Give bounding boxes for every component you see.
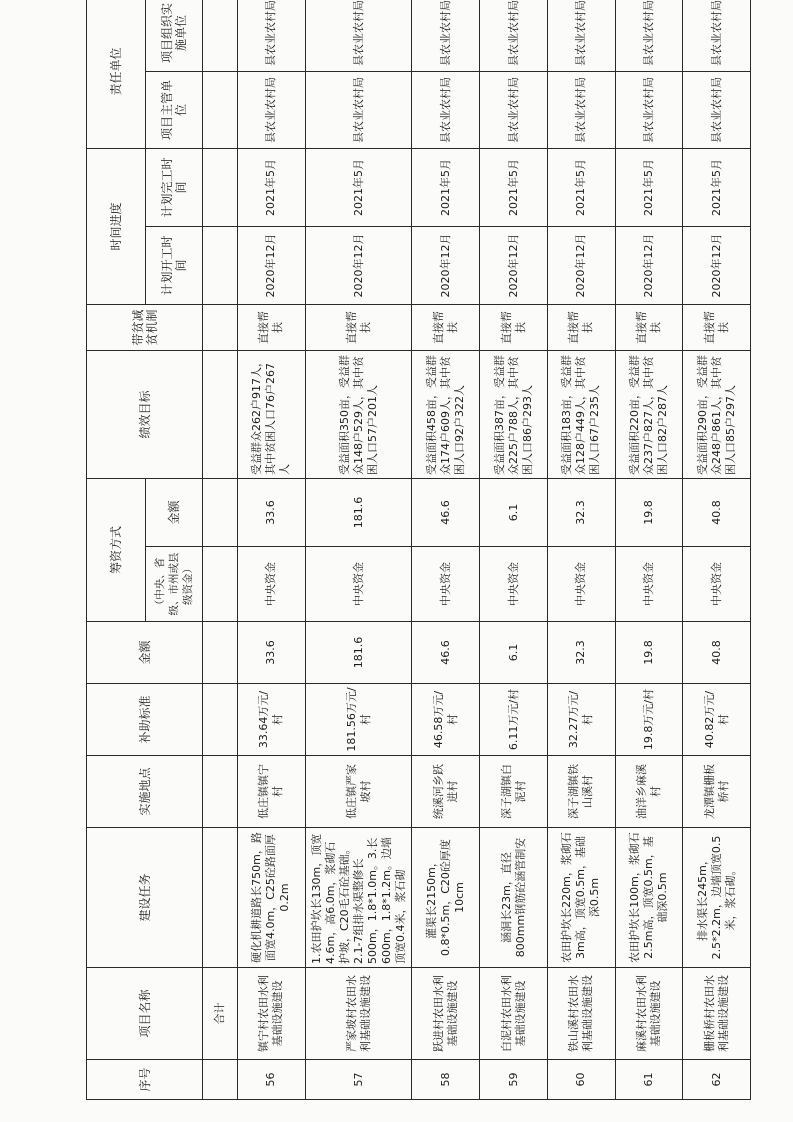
cell-competent: 县农业农村局	[412, 71, 480, 148]
cell-funding-source: 中央资金	[480, 547, 548, 622]
cell-performance: 受益群众262户917人，其中贫困人口76户267人	[237, 350, 305, 478]
cell-implementing: 县农业农村局	[412, 0, 480, 71]
cell-poverty-mechanism: 直接帮扶	[683, 304, 751, 350]
cell-end: 2021年5月	[547, 148, 615, 226]
cell-competent: 县农业农村局	[683, 71, 751, 148]
header-funding-source: （中央、省级、市州或县级资金）	[146, 547, 203, 622]
cell-amount: 46.6	[412, 622, 480, 684]
cell-start: 2020年12月	[412, 226, 480, 304]
cell-end: 2021年5月	[412, 148, 480, 226]
cell-project-name: 白泥村农田水利基础设施建设	[480, 968, 548, 1060]
cell-task: 农田护坎长220m，浆砌石3m高，顶宽0.5m，基础深0.5m	[547, 828, 615, 968]
cell-funding-amount: 19.8	[615, 478, 683, 546]
cell-performance: 受益面积458亩，受益群众174户609人，其中贫困人口92户322人	[412, 350, 480, 478]
cell-funding-source: 中央资金	[547, 547, 615, 622]
cell-poverty-mechanism: 直接帮扶	[480, 304, 548, 350]
cell-project-name: 镇宁村农田水利基础设施建设	[237, 968, 305, 1060]
cell-performance: 受益面积350亩，受益群众148户529人，其中贫困人口57户201人	[305, 350, 412, 478]
cell-seq: 60	[547, 1060, 615, 1100]
cell-seq: 59	[480, 1060, 548, 1100]
table-row	[683, 0, 751, 1100]
table-row	[547, 0, 615, 1100]
cell-poverty-mechanism: 直接帮扶	[547, 304, 615, 350]
cell-competent: 县农业农村局	[305, 71, 412, 148]
cell-project-name: 铁山溪村农田水利基础设施建设	[547, 968, 615, 1060]
cell-project-name: 栅板桥村农田水利基础设施建设	[683, 968, 751, 1060]
header-task: 建设任务	[87, 828, 203, 968]
table-row	[237, 0, 305, 1100]
cell-location: 深子湖镇铁山溪村	[547, 756, 615, 828]
cell-seq: 56	[237, 1060, 305, 1100]
total-row	[203, 0, 238, 1100]
header-subsidy: 补助标准	[87, 684, 203, 756]
cell-amount: 6.1	[480, 622, 548, 684]
cell-task: 农田护坎长100m，浆砌石2.5m高，顶宽0.5m，基础深0.5m	[615, 828, 683, 968]
cell-implementing: 县农业农村局	[305, 0, 412, 71]
cell-implementing: 县农业农村局	[237, 0, 305, 71]
cell-end: 2021年5月	[615, 148, 683, 226]
cell-funding-amount: 6.1	[480, 478, 548, 546]
cell-task: 灌渠长2150m，0.8*0.5m，C20砼厚度10cm	[412, 828, 480, 968]
header-funding-amount: 金额	[146, 478, 203, 546]
table-row	[480, 0, 548, 1100]
table-row	[615, 0, 683, 1100]
header-seq: 序号	[87, 1060, 203, 1100]
cell-subsidy: 19.8万元/村	[615, 684, 683, 756]
cell-funding-source: 中央资金	[305, 547, 412, 622]
cell-location: 低庄镇镇宁村	[237, 756, 305, 828]
cell-project-name: 跃进村农田水利基础设施建设	[412, 968, 480, 1060]
cell-seq: 58	[412, 1060, 480, 1100]
cell-funding-amount: 33.6	[237, 478, 305, 546]
cell-poverty-mechanism: 直接帮扶	[615, 304, 683, 350]
cell-seq: 61	[615, 1060, 683, 1100]
cell-implementing: 县农业农村局	[480, 0, 548, 71]
cell-location: 低庄镇严家坡村	[305, 756, 412, 828]
cell-task: 1.农田护坎长130m，顶宽4.6m，高6.0m，浆砌石护坡，C20毛石砼基础。2.1-7组排水渠整修长500m，1.8*1.0m。3.长600m，1.8*1.2m。边墙顶宽0.4米，浆石砌	[305, 828, 412, 968]
header-schedule-group: 时间进度	[87, 148, 146, 304]
cell-subsidy: 40.82万元/村	[683, 684, 751, 756]
total-label: 合计	[203, 968, 238, 1060]
cell-amount: 33.6	[237, 622, 305, 684]
cell-start: 2020年12月	[305, 226, 412, 304]
cell-location: 油洋乡麻溪村	[615, 756, 683, 828]
cell-start: 2020年12月	[683, 226, 751, 304]
cell-amount: 19.8	[615, 622, 683, 684]
cell-poverty-mechanism: 直接帮扶	[305, 304, 412, 350]
cell-performance: 受益面积183亩，受益群众128户449人，其中贫困人口67户235人	[547, 350, 615, 478]
cell-implementing: 县农业农村局	[547, 0, 615, 71]
cell-competent: 县农业农村局	[480, 71, 548, 148]
header-poverty-mechanism: 带贫减贫机制	[87, 304, 203, 350]
cell-funding-source: 中央资金	[615, 547, 683, 622]
header-end: 计划完工时间	[146, 148, 203, 226]
cell-amount: 181.6	[305, 622, 412, 684]
header-performance: 绩效目标	[87, 350, 203, 478]
cell-competent: 县农业农村局	[547, 71, 615, 148]
cell-seq: 62	[683, 1060, 751, 1100]
cell-funding-source: 中央资金	[412, 547, 480, 622]
cell-start: 2020年12月	[615, 226, 683, 304]
cell-subsidy: 46.58万元/村	[412, 684, 480, 756]
cell-implementing: 县农业农村局	[683, 0, 751, 71]
cell-subsidy: 32.27万元/村	[547, 684, 615, 756]
cell-funding-amount: 46.6	[412, 478, 480, 546]
cell-end: 2021年5月	[237, 148, 305, 226]
cell-task: 排水渠长245m，2.5*2.2m，边墙顶宽0.5米，浆石砌。	[683, 828, 751, 968]
cell-competent: 县农业农村局	[237, 71, 305, 148]
cell-task: 硬化机耕道路长750m，路面宽4.0m，C25砼路面厚0.2m	[237, 828, 305, 968]
cell-funding-source: 中央资金	[237, 547, 305, 622]
cell-start: 2020年12月	[547, 226, 615, 304]
cell-competent: 县农业农村局	[615, 71, 683, 148]
cell-subsidy: 33.64万元/村	[237, 684, 305, 756]
cell-performance: 受益面积387亩，受益群众225户788人，其中贫困人口86户293人	[480, 350, 548, 478]
cell-performance: 受益面积290亩，受益群众248户861人，其中贫困人口85户297人	[683, 350, 751, 478]
cell-end: 2021年5月	[305, 148, 412, 226]
cell-poverty-mechanism: 直接帮扶	[412, 304, 480, 350]
header-funding-group: 筹资方式	[87, 478, 146, 621]
header-implementing: 项目组织实施单位	[146, 0, 203, 71]
rotated-table-container	[86, 0, 751, 1100]
header-start: 计划开工时间	[146, 226, 203, 304]
cell-funding-amount: 181.6	[305, 478, 412, 546]
cell-end: 2021年5月	[683, 148, 751, 226]
cell-seq: 57	[305, 1060, 412, 1100]
cell-funding-amount: 40.8	[683, 478, 751, 546]
cell-funding-source: 中央资金	[683, 547, 751, 622]
cell-performance: 受益面积220亩，受益群众237户827人，其中贫困人口82户287人	[615, 350, 683, 478]
header-competent: 项目主管单位	[146, 71, 203, 148]
header-amount: 金额	[87, 622, 203, 684]
header-responsibility-group: 责任单位	[87, 0, 146, 148]
cell-subsidy: 181.56万元/村	[305, 684, 412, 756]
cell-amount: 32.3	[547, 622, 615, 684]
cell-implementing: 县农业农村局	[615, 0, 683, 71]
header-location: 实施地点	[87, 756, 203, 828]
cell-location: 龙潭镇栅板桥村	[683, 756, 751, 828]
project-table	[86, 0, 751, 1100]
cell-funding-amount: 32.3	[547, 478, 615, 546]
table-row	[305, 0, 412, 1100]
cell-subsidy: 6.11万元/村	[480, 684, 548, 756]
cell-task: 涵洞长23m，直径800mm钢筋砼涵管制安	[480, 828, 548, 968]
cell-location: 深子湖镇白泥村	[480, 756, 548, 828]
cell-end: 2021年5月	[480, 148, 548, 226]
cell-start: 2020年12月	[237, 226, 305, 304]
cell-poverty-mechanism: 直接帮扶	[237, 304, 305, 350]
cell-project-name: 严家坡村农田水利基础设施建设	[305, 968, 412, 1060]
cell-location: 统溪河乡跃进村	[412, 756, 480, 828]
header-project-name: 项目名称	[87, 968, 203, 1060]
cell-amount: 40.8	[683, 622, 751, 684]
table-row	[412, 0, 480, 1100]
total-seq	[203, 1060, 238, 1100]
cell-start: 2020年12月	[480, 226, 548, 304]
cell-project-name: 麻溪村农田水利基础设施建设	[615, 968, 683, 1060]
